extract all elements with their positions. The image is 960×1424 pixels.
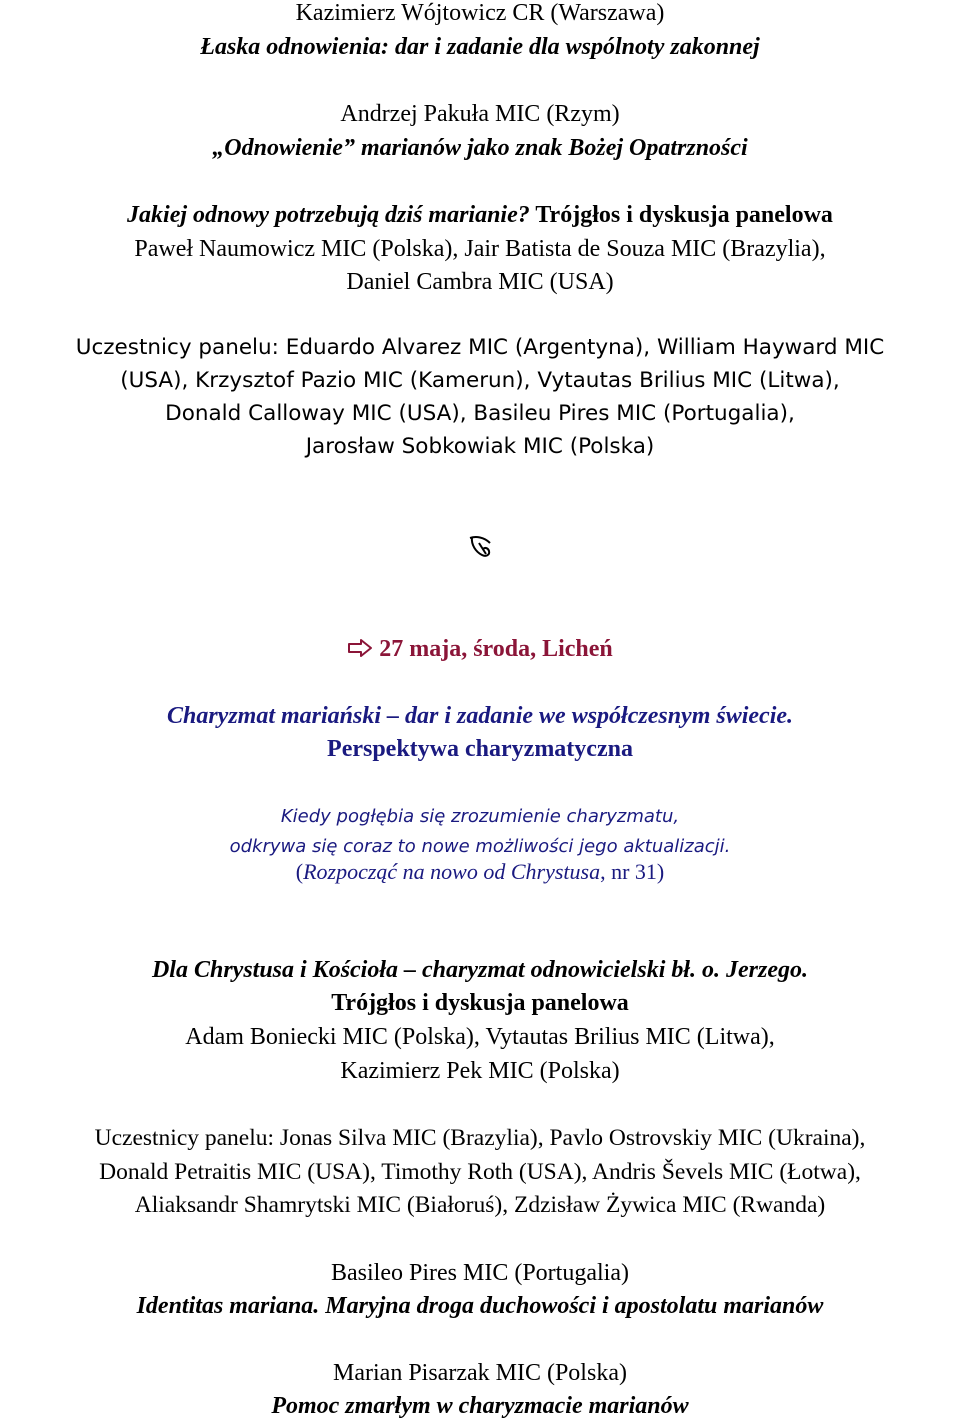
- day-heading: [0, 632, 960, 668]
- panel-participants-line-2: (USA), Krzysztof Pazio MIC (Kamerun), Vytautas Brilius MIC (Litwa),: [120, 368, 840, 393]
- panel-title-jakiej-odnowy: [0, 198, 960, 232]
- panel-question: Jakiej odnowy potrzebują dziś marianie?: [127, 202, 530, 228]
- talk-title-pomoc-zmarlym: Pomoc zmarłym w charyzmacie marianów: [271, 1393, 689, 1419]
- panel2-participants-line-2: Donald Petraitis MIC (USA), Timothy Roth (USA), Andris Ševels MIC (Łotwa),: [99, 1159, 861, 1185]
- speaker-pires: Basileo Pires MIC (Portugalia): [331, 1260, 629, 1286]
- outline-arrow-right-icon: [347, 634, 373, 668]
- panel-speakers-line-2: Daniel Cambra MIC (USA): [346, 269, 614, 295]
- panel2-speakers-line-2: Kazimierz Pek MIC (Polska): [340, 1058, 620, 1084]
- panel2-participants-line-3: Aliaksandr Shamrytski MIC (Białoruś), Zdzisław Żywica MIC (Rwanda): [134, 1192, 826, 1218]
- panel-title-dla-chrystusa: Dla Chrystusa i Kościoła – charyzmat odnowicielski bł. o. Jerzego.: [151, 957, 809, 983]
- quote-citation: [0, 855, 960, 889]
- quote-line-2: odkrywa się coraz to nowe możliwości jego aktualizacji.: [229, 836, 731, 857]
- talk-title-odnowienie-marianow: „Odnowienie” marianów jako znak Bożej Opatrzności: [212, 135, 748, 161]
- speaker-wojtowicz: Kazimierz Wójtowicz CR (Warszawa): [295, 0, 665, 26]
- panel-format-2: Trójgłos i dyskusja panelowa: [331, 990, 629, 1016]
- panel-format: Trójgłos i dyskusja panelowa: [529, 202, 833, 228]
- panel-participants-line-1: Uczestnicy panelu: Eduardo Alvarez MIC (Argentyna), William Hayward MIC: [75, 335, 885, 360]
- citation-open: (: [295, 859, 304, 884]
- panel-participants-line-3: Donald Calloway MIC (USA), Basileu Pires MIC (Portugalia),: [165, 401, 795, 426]
- section-divider: [0, 528, 960, 562]
- talk-title-identitas-mariana: Identitas mariana. Maryjna droga duchowości i apostolatu marianów: [136, 1293, 824, 1319]
- theme-subtitle: Perspektywa charyzmatyczna: [327, 736, 633, 762]
- speaker-pisarzak: Marian Pisarzak MIC (Polska): [333, 1360, 627, 1386]
- ornament-icon: [467, 532, 493, 558]
- theme-title: Charyzmat mariański – dar i zadanie we współczesnym świecie.: [166, 703, 794, 729]
- talk-title-laska-odnowienia: Łaska odnowienia: dar i zadanie dla wspólnoty zakonnej: [200, 34, 760, 60]
- quote-line-1: Kiedy pogłębia się zrozumienie charyzmatu,: [280, 806, 680, 827]
- citation-title: Rozpocząć na nowo od Chrystusa: [303, 859, 601, 884]
- citation-rest: , nr 31): [600, 859, 665, 884]
- panel2-participants-line-1: Uczestnicy panelu: Jonas Silva MIC (Brazylia), Pavlo Ostrovskiy MIC (Ukraina),: [94, 1125, 866, 1151]
- day-label: 27 maja, środa, Licheń: [379, 636, 613, 662]
- panel-participants-line-4: Jarosław Sobkowiak MIC (Polska): [305, 434, 655, 459]
- speaker-pakula: Andrzej Pakuła MIC (Rzym): [340, 101, 620, 127]
- panel2-speakers-line-1: Adam Boniecki MIC (Polska), Vytautas Brilius MIC (Litwa),: [185, 1024, 775, 1050]
- panel-speakers-line-1: Paweł Naumowicz MIC (Polska), Jair Batista de Souza MIC (Brazylia),: [134, 236, 826, 262]
